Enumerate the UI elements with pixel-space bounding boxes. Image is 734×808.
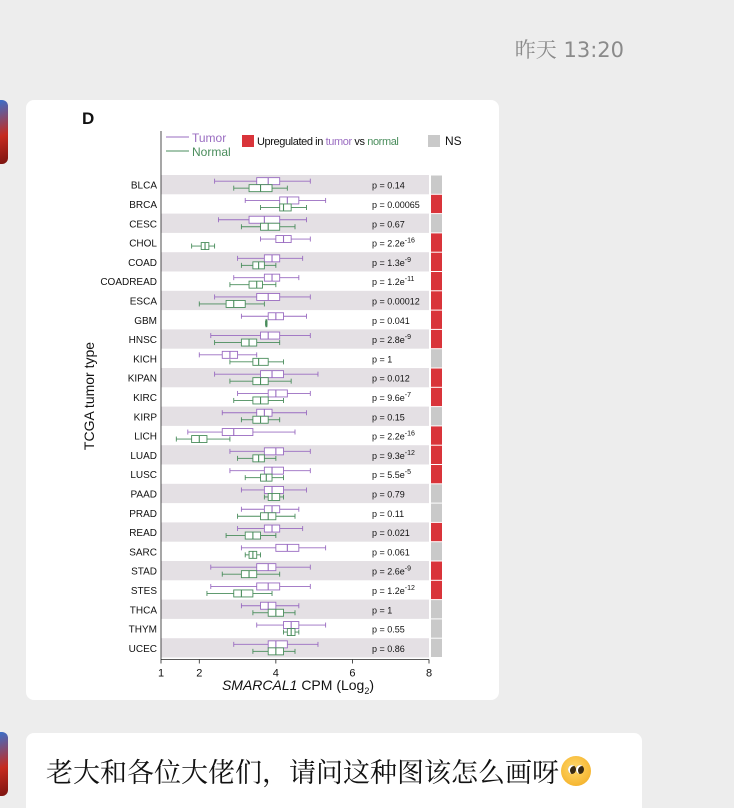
tumor-box-gbm — [241, 313, 306, 320]
iqr-box — [249, 281, 262, 288]
normal-box-prad — [238, 513, 295, 520]
category-label-thym: THYM — [128, 624, 157, 636]
tumor-box-brca — [245, 197, 325, 204]
significance-tile-read — [431, 523, 442, 541]
category-label-prad: PRAD — [129, 508, 157, 520]
text-message-bubble[interactable] — [26, 733, 642, 808]
pvalue-kich: p = 1 — [372, 354, 393, 365]
significance-tile-lusc — [431, 465, 442, 483]
category-label-kipan: KIPAN — [127, 373, 157, 385]
normal-box-chol — [192, 243, 215, 250]
category-label-brca: BRCA — [129, 199, 157, 211]
normal-box-coadread — [230, 281, 276, 288]
tumor-box-lich — [188, 429, 295, 436]
x-tick-label-6: 6 — [349, 667, 356, 680]
iqr-box — [253, 358, 268, 365]
pvalue-kirp: p = 0.15 — [372, 412, 405, 423]
normal-box-thym — [284, 629, 299, 636]
significance-tile-stes — [431, 581, 442, 599]
pvalue-sarc: p = 0.061 — [372, 547, 410, 558]
x-tick-label-8: 8 — [425, 667, 433, 680]
pvalue-kirc: $p = 9.6e^{-7}$ — [372, 391, 412, 403]
category-label-blca: BLCA — [130, 180, 157, 192]
significance-tile-sarc — [431, 542, 442, 560]
x-tick-label-4: 4 — [272, 667, 279, 680]
pvalue-esca: p = 0.00012 — [372, 296, 420, 307]
significance-tile-brca — [431, 195, 442, 213]
significance-tile-kirp — [431, 407, 442, 425]
normal-box-gbm — [266, 320, 268, 327]
pvalue-coad: $p = 1.3e^{-9}$ — [372, 256, 412, 268]
category-label-paad: PAAD — [130, 489, 157, 501]
significance-tile-coadread — [431, 272, 442, 290]
significance-tile-coad — [431, 253, 442, 271]
category-label-read: READ — [129, 528, 157, 540]
x-tick-label-2: 2 — [196, 667, 203, 680]
iqr-box — [268, 493, 279, 500]
category-label-stes: STES — [130, 585, 157, 597]
normal-box-lusc — [245, 474, 283, 481]
panel-label: D — [82, 109, 95, 128]
tumor-box-lusc — [230, 467, 310, 474]
legend-ns-swatch — [428, 135, 440, 147]
category-label-cesc: CESC — [129, 219, 157, 231]
category-label-coad: COAD — [128, 257, 157, 269]
significance-tile-gbm — [431, 311, 442, 329]
iqr-box — [268, 641, 287, 648]
significance-tile-kipan — [431, 369, 442, 387]
boxplot-chart — [26, 100, 499, 700]
tumor-box-prad — [241, 506, 298, 513]
pvalue-cesc: p = 0.67 — [372, 219, 405, 230]
category-label-kirp: KIRP — [133, 412, 157, 424]
significance-tile-prad — [431, 504, 442, 522]
significance-tile-esca — [431, 291, 442, 309]
y-axis-title: TCGA tumor type — [81, 341, 97, 451]
tumor-box-thym — [257, 622, 326, 629]
significance-tile-hnsc — [431, 330, 442, 348]
pvalue-gbm: p = 0.041 — [372, 315, 410, 326]
significance-tile-kirc — [431, 388, 442, 406]
significance-tile-luad — [431, 446, 442, 464]
sender-avatar[interactable] — [0, 100, 8, 164]
pvalue-prad: p = 0.11 — [372, 508, 405, 519]
normal-box-lich — [176, 436, 230, 443]
pvalue-ucec: p = 0.86 — [372, 643, 405, 654]
category-label-ucec: UCEC — [128, 643, 157, 655]
category-label-kich: KICH — [133, 354, 157, 366]
pleading-face-emoji-icon — [561, 756, 591, 786]
iqr-box — [257, 564, 276, 571]
category-label-sarc: SARC — [129, 547, 157, 559]
category-label-chol: CHOL — [129, 238, 157, 250]
message-text: 老大和各位大佬们，请问这种图该怎么画呀 — [46, 758, 559, 789]
pvalue-chol: $p = 2.2e^{-16}$ — [372, 237, 415, 249]
pvalue-thym: p = 0.55 — [372, 624, 405, 635]
timestamp: 昨天 13:20 — [514, 38, 624, 62]
category-label-kirc: KIRC — [133, 392, 157, 404]
x-tick-label-1: 1 — [157, 667, 165, 680]
pvalue-blca: p = 0.14 — [372, 180, 405, 191]
pvalue-coadread: $p = 1.2e^{-11}$ — [372, 276, 415, 288]
category-label-gbm: GBM — [134, 315, 157, 327]
tumor-box-chol — [261, 236, 311, 243]
legend-normal-label: Normal — [192, 145, 231, 159]
significance-tile-paad — [431, 484, 442, 502]
iqr-box — [261, 223, 280, 230]
category-label-thca: THCA — [129, 605, 157, 617]
normal-box-kich — [230, 358, 284, 365]
pvalue-stad: $p = 2.6e^{-9}$ — [372, 565, 412, 577]
tumor-box-stes — [211, 583, 311, 590]
iqr-box — [264, 448, 283, 455]
category-label-lich: LICH — [134, 431, 157, 443]
pvalue-lusc: $p = 5.5e^{-5}$ — [372, 469, 412, 481]
sender-avatar-2[interactable] — [0, 732, 8, 796]
normal-box-stes — [207, 590, 272, 597]
significance-tile-stad — [431, 562, 442, 580]
category-label-stad: STAD — [131, 566, 157, 578]
tumor-box-kirc — [238, 390, 311, 397]
iqr-box — [264, 486, 283, 493]
iqr-box — [280, 204, 291, 211]
tumor-box-kich — [199, 351, 256, 358]
iqr-box — [226, 300, 245, 307]
significance-tile-chol — [431, 233, 442, 251]
normal-box-sarc — [245, 551, 260, 558]
pvalue-kipan: p = 0.012 — [372, 373, 410, 384]
category-label-hnsc: HNSC — [128, 335, 157, 347]
significance-tile-blca — [431, 176, 442, 194]
pvalue-read: p = 0.021 — [372, 528, 410, 539]
iqr-box — [222, 429, 253, 436]
legend-tumor-label: Tumor — [192, 131, 227, 145]
significance-tile-thca — [431, 600, 442, 618]
iqr-box — [280, 197, 299, 204]
iqr-box — [234, 590, 253, 597]
legend-ns-label: NS — [445, 134, 462, 148]
pvalue-luad: $p = 9.3e^{-12}$ — [372, 449, 415, 461]
significance-tile-lich — [431, 426, 442, 444]
significance-tile-thym — [431, 619, 442, 637]
normal-box-kirc — [234, 397, 284, 404]
tumor-box-coadread — [234, 274, 299, 281]
x-axis-title: SMARCAL1 CPM (Log$_2$) — [221, 677, 375, 696]
category-label-coadread: COADREAD — [100, 277, 157, 289]
significance-tile-ucec — [431, 639, 442, 657]
pvalue-paad: p = 0.79 — [372, 489, 405, 500]
pvalue-thca: p = 1 — [372, 605, 393, 616]
category-label-luad: LUAD — [130, 450, 157, 462]
pvalue-hnsc: $p = 2.8e^{-9}$ — [372, 334, 412, 346]
legend-upregulated-label: Upregulated in tumor vs normal — [257, 136, 399, 148]
significance-tile-cesc — [431, 214, 442, 232]
pvalue-stes: $p = 1.2e^{-12}$ — [372, 584, 415, 596]
iqr-box — [261, 332, 280, 339]
category-label-esca: ESCA — [129, 296, 157, 308]
pvalue-lich: $p = 2.2e^{-16}$ — [372, 430, 415, 442]
category-label-lusc: LUSC — [130, 470, 157, 482]
normal-box-brca — [261, 204, 307, 211]
tumor-box-sarc — [241, 544, 325, 551]
legend-upregulated-swatch — [242, 135, 254, 147]
message-text-row — [46, 751, 591, 790]
iqr-box — [268, 390, 287, 397]
chart-image-message[interactable] — [26, 100, 499, 700]
pvalue-brca: p = 0.00065 — [372, 199, 420, 210]
iqr-box — [264, 467, 283, 474]
significance-tile-kich — [431, 349, 442, 367]
